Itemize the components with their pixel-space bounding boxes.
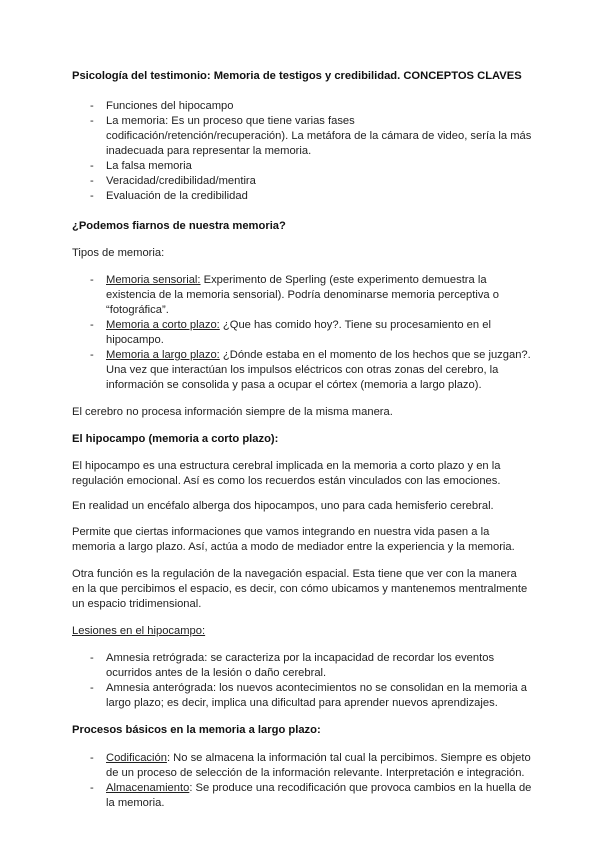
processes-list [72, 751, 532, 811]
paragraph: Permite que ciertas informaciones que vamos integrando en nuestra vida pasen a la memoria a largo plazo. Así, actúa a modo de mediador entre la experiencia y la memoria. [72, 526, 515, 553]
lesions-list [72, 651, 532, 711]
term-almacenamiento: Almacenamiento [106, 782, 190, 794]
document-title: Psicología del testimonio: Memoria de testigos y credibilidad. CONCEPTOS CLAVES [72, 70, 522, 82]
paragraph: El hipocampo es una estructura cerebral implicada en la memoria a corto plazo y en la regulación emocional. Así es como los recuerdos están vinculados con las emociones. [72, 460, 501, 487]
lesions-heading: Lesiones en el hipocampo: [72, 625, 206, 637]
section-heading-memory: ¿Podemos fiarnos de nuestra memoria? [72, 220, 286, 232]
term-memoria-sensorial: Memoria sensorial: [106, 274, 201, 286]
paragraph: El cerebro no procesa información siempre de la misma manera. [72, 406, 393, 418]
list-item: - La falsa memoria [72, 159, 532, 174]
paragraph: En realidad un encéfalo alberga dos hipocampos, uno para cada hemisferio cerebral. [72, 500, 494, 512]
list-item [72, 751, 532, 781]
list-item-text: : No se almacena la información tal cual la percibimos. Siempre es objeto de un proceso de selección de la información relevante. Interpretación e integración. [106, 752, 531, 779]
list-item: - Amnesia retrógrada: se caracteriza por la incapacidad de recordar los eventos ocurridos antes de la lesión o daño cerebral. [72, 651, 532, 681]
list-item-text: Experimento de Sperling (este experimento demuestra la existencia de la memoria sensorial). Podría denominarse memoria perceptiva o “fotográfica”. [106, 274, 499, 316]
intro-list [72, 99, 532, 204]
term-memoria-largo-plazo: Memoria a largo plazo: [106, 349, 220, 361]
list-item: - Funciones del hipocampo [72, 99, 532, 114]
list-item: - Veracidad/credibilidad/mentira [72, 174, 532, 189]
paragraph: Otra función es la regulación de la navegación espacial. Esta tiene que ver con la manera en la que percibimos el espacio, es decir, con cómo ubicamos y mantenemos mentralmente un espacio tridimensional. [72, 568, 528, 610]
list-item [72, 348, 532, 393]
list-item [72, 781, 532, 811]
memory-types-label: Tipos de memoria: [72, 247, 165, 259]
list-item [72, 318, 532, 348]
list-item-text: ¿Que has comido hoy?. Tiene su procesamiento en el hipocampo. [106, 319, 491, 346]
list-item-text: : Se produce una recodificación que provoca cambios en la huella de la memoria. [106, 782, 532, 809]
list-item: - Evaluación de la credibilidad [72, 189, 532, 204]
section-heading-procesos: Procesos básicos en la memoria a largo plazo: [72, 724, 321, 736]
document-page [72, 69, 532, 811]
term-codificacion: Codificación [106, 752, 167, 764]
list-item: - La memoria: Es un proceso que tiene varias fases codificación/retención/recuperación). La metáfora de la cámara de video, sería la más inadecuada para representar la memoria. [72, 114, 532, 159]
list-item-text: ¿Dónde estaba en el momento de los hechos que se juzgan?. Una vez que interactúan los impulsos eléctricos con otras zonas del cerebro, la información se consolida y pasa a ocupar el córtex (memoria a largo plazo). [106, 349, 531, 391]
memory-types-list [72, 273, 532, 393]
list-item [72, 273, 532, 318]
term-memoria-corto-plazo: Memoria a corto plazo: [106, 319, 220, 331]
list-item: - Amnesia anterógrada: los nuevos acontecimientos no se consolidan en la memoria a largo plazo; es decir, implica una dificultad para aprender nuevos aprendizajes. [72, 681, 532, 711]
section-heading-hipocampo: El hipocampo (memoria a corto plazo): [72, 433, 279, 445]
